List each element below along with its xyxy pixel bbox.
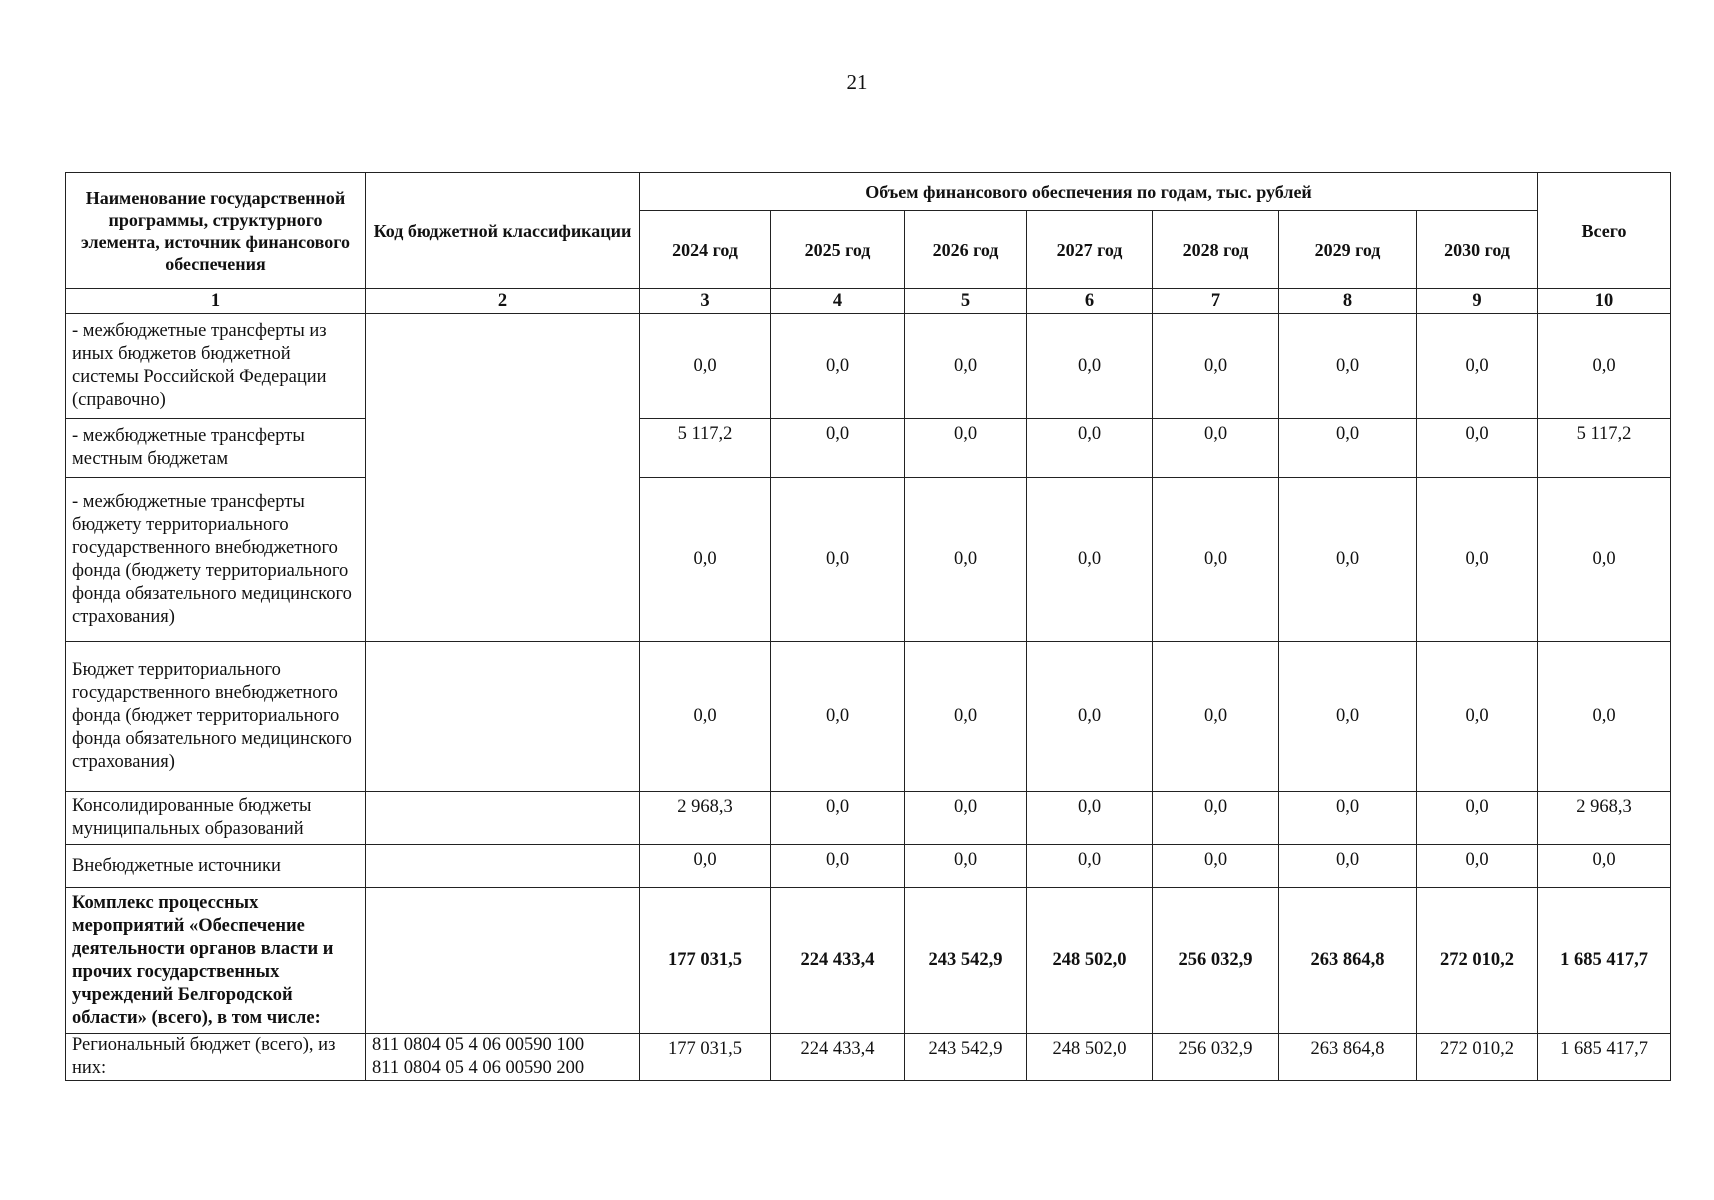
row-code	[366, 642, 640, 792]
code-line: 811 0804 05 4 06 00590 200	[372, 1058, 585, 1078]
row-value: 256 032,9	[1153, 1034, 1279, 1081]
header-year: 2025 год	[771, 211, 905, 289]
header-year: 2024 год	[640, 211, 771, 289]
table-row	[66, 419, 1671, 478]
row-value: 0,0	[905, 314, 1027, 419]
row-value: 0,0	[1153, 845, 1279, 888]
row-value: 0,0	[640, 642, 771, 792]
row-value: 0,0	[1153, 419, 1279, 478]
row-value: 0,0	[1417, 314, 1538, 419]
row-value: 248 502,0	[1027, 1034, 1153, 1081]
header-year: 2029 год	[1279, 211, 1417, 289]
row-name: Региональный бюджет (всего), из них:	[66, 1034, 366, 1081]
column-number: 10	[1538, 289, 1671, 314]
row-name: - межбюджетные трансферты местным бюджетам	[66, 419, 366, 478]
row-value: 0,0	[1417, 792, 1538, 845]
row-value: 0,0	[771, 845, 905, 888]
row-total: 0,0	[1538, 314, 1671, 419]
row-value: 0,0	[905, 419, 1027, 478]
row-value: 0,0	[640, 314, 771, 419]
column-number: 5	[905, 289, 1027, 314]
row-value: 243 542,9	[905, 1034, 1027, 1081]
table-row	[66, 478, 1671, 642]
table-row	[66, 642, 1671, 792]
row-value: 0,0	[771, 478, 905, 642]
row-value: 0,0	[1153, 314, 1279, 419]
row-value: 0,0	[1153, 478, 1279, 642]
table-row	[66, 888, 1671, 1034]
row-value: 0,0	[771, 792, 905, 845]
row-value: 0,0	[1153, 642, 1279, 792]
header-code: Код бюджетной классификации	[366, 173, 640, 289]
header-year: 2028 год	[1153, 211, 1279, 289]
row-value: 0,0	[1153, 792, 1279, 845]
table-row	[66, 1034, 1671, 1081]
column-number-row	[66, 289, 1671, 314]
row-total: 0,0	[1538, 642, 1671, 792]
column-number: 1	[66, 289, 366, 314]
header-name: Наименование государственной программы, структурного элемента, источник финансового обеспечения	[66, 173, 366, 289]
row-value: 0,0	[1279, 642, 1417, 792]
page-number: 21	[846, 70, 868, 94]
column-number: 3	[640, 289, 771, 314]
row-value: 224 433,4	[771, 888, 905, 1034]
row-value: 0,0	[1279, 845, 1417, 888]
row-value: 177 031,5	[640, 1034, 771, 1081]
code-line: 811 0804 05 4 06 00590 100	[372, 1035, 585, 1055]
row-value: 256 032,9	[1153, 888, 1279, 1034]
row-value: 0,0	[1027, 845, 1153, 888]
row-value: 0,0	[1279, 792, 1417, 845]
column-number: 7	[1153, 289, 1279, 314]
row-value: 0,0	[640, 478, 771, 642]
row-value: 2 968,3	[640, 792, 771, 845]
row-value: 0,0	[905, 478, 1027, 642]
row-total: 0,0	[1538, 845, 1671, 888]
row-value: 0,0	[771, 419, 905, 478]
row-name: Комплекс процессных мероприятий «Обеспечение деятельности органов власти и прочих государственных учреждений Белгородской области» (всего), в том числе:	[66, 888, 366, 1034]
row-name: - межбюджетные трансферты бюджету территориального государственного внебюджетного фонда (бюджету территориального фонда обязательного медицинского страхования)	[66, 478, 366, 642]
row-value: 0,0	[1417, 642, 1538, 792]
row-value: 0,0	[1027, 314, 1153, 419]
row-value: 0,0	[905, 845, 1027, 888]
row-value: 0,0	[1417, 845, 1538, 888]
row-value: 0,0	[1417, 478, 1538, 642]
row-value: 0,0	[1027, 642, 1153, 792]
row-code	[366, 1034, 640, 1081]
row-name: Консолидированные бюджеты муниципальных образований	[66, 792, 366, 845]
row-value: 0,0	[1279, 314, 1417, 419]
row-value: 263 864,8	[1279, 888, 1417, 1034]
row-value: 0,0	[640, 845, 771, 888]
row-name: Внебюджетные источники	[66, 845, 366, 888]
row-value: 0,0	[905, 642, 1027, 792]
row-value: 272 010,2	[1417, 888, 1538, 1034]
header-volume: Объем финансового обеспечения по годам, тыс. рублей	[640, 173, 1538, 211]
table-row	[66, 314, 1671, 419]
column-number: 8	[1279, 289, 1417, 314]
row-value: 0,0	[1279, 478, 1417, 642]
row-code	[366, 845, 640, 888]
row-value: 0,0	[1279, 419, 1417, 478]
row-value: 0,0	[1417, 419, 1538, 478]
row-value: 0,0	[771, 642, 905, 792]
row-code	[366, 888, 640, 1034]
column-number: 9	[1417, 289, 1538, 314]
header-total: Всего	[1538, 173, 1671, 289]
row-value: 272 010,2	[1417, 1034, 1538, 1081]
row-code	[366, 314, 640, 642]
column-number: 4	[771, 289, 905, 314]
row-value: 224 433,4	[771, 1034, 905, 1081]
row-total: 2 968,3	[1538, 792, 1671, 845]
row-value: 0,0	[771, 314, 905, 419]
header-year: 2026 год	[905, 211, 1027, 289]
table-row	[66, 845, 1671, 888]
row-name: Бюджет территориального государственного внебюджетного фонда (бюджет территориального фонда обязательного медицинского страхования)	[66, 642, 366, 792]
header-year: 2027 год	[1027, 211, 1153, 289]
table-row	[66, 792, 1671, 845]
budget-table	[65, 172, 1671, 1081]
row-value: 0,0	[1027, 478, 1153, 642]
row-total: 5 117,2	[1538, 419, 1671, 478]
row-value: 177 031,5	[640, 888, 771, 1034]
row-value: 5 117,2	[640, 419, 771, 478]
row-total: 1 685 417,7	[1538, 888, 1671, 1034]
row-value: 263 864,8	[1279, 1034, 1417, 1081]
column-number: 6	[1027, 289, 1153, 314]
row-total: 1 685 417,7	[1538, 1034, 1671, 1081]
column-number: 2	[366, 289, 640, 314]
header-year: 2030 год	[1417, 211, 1538, 289]
row-name: - межбюджетные трансферты из иных бюджетов бюджетной системы Российской Федерации (справочно)	[66, 314, 366, 419]
row-value: 0,0	[905, 792, 1027, 845]
row-value: 0,0	[1027, 792, 1153, 845]
row-value: 243 542,9	[905, 888, 1027, 1034]
row-value: 248 502,0	[1027, 888, 1153, 1034]
row-value: 0,0	[1027, 419, 1153, 478]
row-total: 0,0	[1538, 478, 1671, 642]
row-code	[366, 792, 640, 845]
